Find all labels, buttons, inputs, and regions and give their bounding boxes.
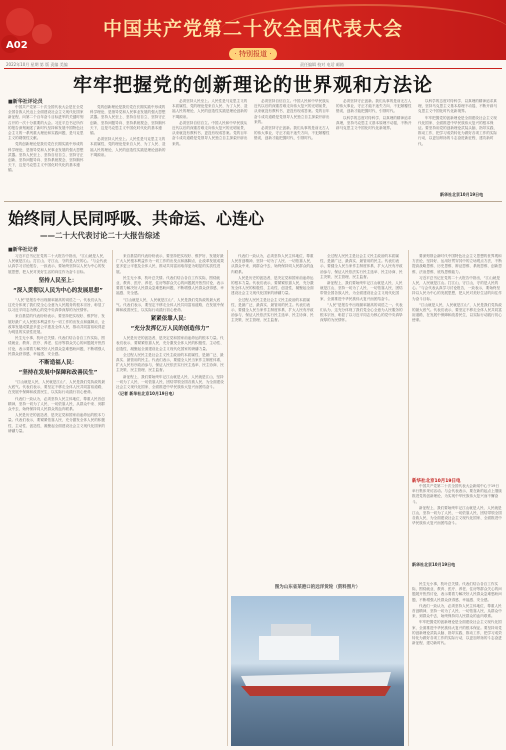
sidebar-brief xyxy=(412,478,502,578)
brief-signoff: 新华社北京10月19日电 xyxy=(412,562,456,567)
brief-tag: 新华社北京10月19日电 xyxy=(412,479,461,484)
column-divider xyxy=(112,250,113,746)
banner-title: 中国共产党第二十次全国代表大会 xyxy=(102,18,403,40)
column-divider xyxy=(227,250,228,746)
byline-article-1: ■新华社评论员 xyxy=(8,99,43,105)
article-2-column-1: 习近平总书记在党的二十大报告中指出，“江山就是人民，人民就是江山。打江山、守江山，守的是人民的心。”与会代表认真学习讨论报告，一致表示，要始终坚持以人民为中心的发展思想，把人民对美好生活的向往作为奋斗目标。 坚持人民至上： “深入贯彻以人民为中心的发展思想” “人民”是报告中出现频率最高的词语之一。代表们认为，这充分体现了我们党全心全意为人民服务的根本宗旨，彰显了以习近平同志为核心的党中央真挚深厚的为民情怀。 来自基层的代表纷纷表示，要坚持把实现好、维护好、发展好最广大人民根本利益作为一切工作的出发点和落脚点，让改革发展成果更多更公平惠及全体人民，推动共同富裕取得更为明显的实质性进展。 民生无小事，枝叶总关情。代表们结合各自工作实际，围绕就业、教育、医疗、养老、住房等群众关心的问题展开热烈讨论，表示要着力解决好人民群众急难愁盼问题，不断增强人民群众获得感、幸福感、安全感。 不断造福人民： “坚持在发展中保障和改善民生” “江山就是人民，人民就是江山”，人民是我们党执政的最大底气。代表们表示，要坚定不移走全体人民共同富裕道路，在发展中保障和改善民生，以实际行动践行初心使命。 代表们一致认为，必须坚持人民主体地位，尊重人民首创精神，坚持一切为了人民、一切依靠人民，从群众中来、到群众中去，始终保持同人民群众的血肉联系。 人民是历史的创造者，是决定党和国家前途命运的根本力量。代表们表示，要紧紧依靠人民，充分激发全体人民的积极性、主动性、创造性，凝聚起全面建设社会主义现代化国家的磅礴力量。 xyxy=(8,254,107,433)
brief-text: 中国共产党第二十次全国代表大会新闻中心于19日举行集体采访活动。与会代表表示，要在新的起点上继续推进党的创新理论，为实现中华民族伟大复兴而不懈奋斗。 新征程上，我们要始终牢记江山就是人民、人民就是江山，坚持一切为了人民、一切依靠人民，团结带领全国各族人民，为全面建设社会主义现代化国家、全面推进中华民族伟大复兴而团结奋斗。 xyxy=(412,484,502,526)
photo-caption: 图为山东省某港口的远洋货轮（资料照片） xyxy=(274,585,361,590)
top-rule xyxy=(4,68,502,69)
article-2-column-2: 来自基层的代表纷纷表示，要坚持把实现好、维护好、发展好最广大人民根本利益作为一切工作的出发点和落脚点，让改革发展成果更多更公平惠及全体人民，推动共同富裕取得更为明显的实质性进展。 民生无小事，枝叶总关情。代表们结合各自工作实际，围绕就业、教育、医疗、养老、住房等群众关心的问题展开热烈讨论，表示要着力解决好人民群众急难愁盼问题，不断增强人民群众获得感、幸福感、安全感。 “江山就是人民，人民就是江山”，人民是我们党执政的最大底气。代表们表示，要坚定不移走全体人民共同富裕道路，在发展中保障和改善民生，以实际行动践行初心使命。 紧紧依靠人民： “充分发挥亿万人民的创造伟力” 人民是历史的创造者，是决定党和国家前途命运的根本力量。代表们表示，要紧紧依靠人民，充分激发全体人民的积极性、主动性、创造性，凝聚起全面建设社会主义现代化国家的磅礴力量。 全过程人民民主是社会主义民主政治的本质属性，是最广泛、最真实、最管用的民主。代表们表示，要健全人民当家作主制度体系，扩大人民有序政治参与，保证人民依法实行民主选举、民主协商、民主决策、民主管理、民主监督。 新征程上，我们要始终牢记江山就是人民、人民就是江山，坚持一切为了人民、一切依靠人民，团结带领全国各族人民，为全面建设社会主义现代化国家、全面推进中华民族伟大复兴而团结奋斗。 （记者 新华社北京10月19日电） xyxy=(116,254,224,397)
byline-article-2: ■新华社记者 xyxy=(8,247,38,253)
article-2-column-6: 民生无小事，枝叶总关情。代表们结合各自工作实际，围绕就业、教育、医疗、养老、住房等群众关心的问题展开热烈讨论，表示要着力解决好人民群众急难愁盼问题，不断增强人民群众获得感、幸福感、安全感。 代表们一致认为，必须坚持人民主体地位，尊重人民首创精神，坚持一切为了人民、一切依靠人民，从群众中来、到群众中去，始终保持同人民群众的血肉联系。 牢牢把握党的创新理论是全面建设社会主义现代化国家、全面推进中华民族伟大复兴的根本保证。要坚持用党的创新理论武装头脑、指导实践、推动工作，把学习成效转化为做好各项工作的实际行动，以更加昂扬的斗志奋进新征程、建功新时代。 xyxy=(412,582,502,646)
headline-article-1: 牢牢把握党的创新理论的世界观和方法论 xyxy=(72,74,433,96)
article-1-signoff: 新华社北京10月19日电 xyxy=(440,192,484,197)
article-2-column-3: 代表们一致认为，必须坚持人民主体地位，尊重人民首创精神，坚持一切为了人民、一切依靠人民，从群众中来、到群众中去，始终保持同人民群众的血肉联系。 人民是历史的创造者，是决定党和国家前途命运的根本力量。代表们表示，要紧紧依靠人民，充分激发全体人民的积极性、主动性、创造性，凝聚起全面建设社会主义现代化国家的磅礴力量。 全过程人民民主是社会主义民主政治的本质属性，是最广泛、最真实、最管用的民主。代表们表示，要健全人民当家作主制度体系，扩大人民有序政治参与，保证人民依法实行民主选举、民主协商、民主决策、民主管理、民主监督。 xyxy=(231,254,314,323)
subheadline-article-2: ——二十大代表讨论二十大报告综述 xyxy=(40,231,160,240)
article-2-column-5: 要深刻领会新时代中国特色社会主义思想的世界观和方法论，坚持好、运用好贯穿其中的立场观点方法，不断提高战略思维、历史思维、辩证思维、系统思维、创新思维、法治思维、底线思维能力。 习近平总书记在党的二十大报告中指出，“江山就是人民，人民就是江山。打江山、守江山，守的是人民的心。”与会代表认真学习讨论报告，一致表示，要始终坚持以人民为中心的发展思想，把人民对美好生活的向往作为奋斗目标。 “江山就是人民，人民就是江山”，人民是我们党执政的最大底气。代表们表示，要坚定不移走全体人民共同富裕道路，在发展中保障和改善民生，以实际行动践行初心使命。 xyxy=(412,254,502,323)
article-1-column-6: 以科学的态度对待科学、以真理的精神追求真理，坚持马克思主义基本原理不动摇，不断开辟马克思主义中国化时代化新境界。 牢牢把握党的创新理论是全面建设社会主义现代化国家、全面推进中华民族伟大复兴的根本保证。要坚持用党的创新理论武装头脑、指导实践、推动工作，把学习成效转化为做好各项工作的实际行动，以更加昂扬的斗志奋进新征程、建功新时代。 xyxy=(418,99,498,146)
page-number: A02 xyxy=(6,40,28,51)
headline-article-2: 始终同人民同呼吸、共命运、心连心 xyxy=(8,209,265,228)
article-1-column-1: 中国共产党第二十次全国代表大会是在全党全国各族人民迈上全面建设社会主义现代化国家新征程、向第二个百年奋斗目标进军的关键时刻召开的一次十分重要的大会。习近平总书记所作的报告深刻阐述了新时代坚持和发展中国特色社会主义的一系列重大理论和实践问题，是马克思主义的纲领性文献。 党的创新理论是我们党在长期实践中形成的科学理论，是指导党和人民事业发展的强大思想武器。坚持人民至上、坚持自信自立、坚持守正创新、坚持问题导向、坚持系统观念、坚持胸怀天下，这是马克思主义中国化时代化的基本遵循。 xyxy=(8,105,84,173)
article-1-column-2: 党的创新理论是我们党在长期实践中形成的科学理论，是指导党和人民事业发展的强大思想武器。坚持人民至上、坚持自信自立、坚持守正创新、坚持问题导向、坚持系统观念、坚持胸怀天下，这是马克思主义中国化时代化的基本遵循。 必须坚持人民至上。人民性是马克思主义的本质属性，党的理论是来自人民、为了人民、造福人民的理论，人民的创造性实践是理论创新的不竭源泉。 xyxy=(90,105,166,157)
editor-meta: 责任编辑 校对 电话 邮箱 xyxy=(300,62,344,67)
section-banner xyxy=(0,0,506,60)
issue-meta: 2022年10月 星期 第 版 责编 美编 xyxy=(6,62,68,67)
section-divider xyxy=(4,201,502,202)
article-1-column-5: 必须坚持守正创新。我们从事的是前无古人的伟大事业，守正才能不迷失方向、不犯颠覆性错误，创新才能把握时代、引领时代。 以科学的态度对待科学、以真理的精神追求真理，坚持马克思主义基本原理不动摇，不断开辟马克思主义中国化时代化新境界。 xyxy=(336,99,412,131)
banner-subtitle: · 特别报道 · xyxy=(0,41,506,60)
article-1-column-3: 必须坚持人民至上。人民性是马克思主义的本质属性，党的理论是来自人民、为了人民、造福人民的理论，人民的创造性实践是理论创新的不竭源泉。 必须坚持自信自立。中国人民和中华民族从近代以后的深重苦难走向伟大复兴的光明前景，从来就没有教科书，更没有现成答案。党的百年奋斗成功道路是党领导人民独立自主探索开辟出来的。 xyxy=(172,99,248,146)
cargo-ship-photo xyxy=(231,596,404,746)
article-1-column-4: 必须坚持自信自立。中国人民和中华民族从近代以后的深重苦难走向伟大复兴的光明前景，从来就没有教科书，更没有现成答案。党的百年奋斗成功道路是党领导人民独立自主探索开辟出来的。 必须坚持守正创新。我们从事的是前无古人的伟大事业，守正才能不迷失方向、不犯颠覆性错误，创新才能把握时代、引领时代。 xyxy=(254,99,330,141)
ship-hull xyxy=(241,686,391,696)
article-2-column-4: 全过程人民民主是社会主义民主政治的本质属性，是最广泛、最真实、最管用的民主。代表们表示，要健全人民当家作主制度体系，扩大人民有序政治参与，保证人民依法实行民主选举、民主协商、民主决策、民主管理、民主监督。 新征程上，我们要始终牢记江山就是人民、人民就是江山，坚持一切为了人民、一切依靠人民，团结带领全国各族人民，为全面建设社会主义现代化国家、全面推进中华民族伟大复兴而团结奋斗。 “人民”是报告中出现频率最高的词语之一。代表们认为，这充分体现了我们党全心全意为人民服务的根本宗旨，彰显了以习近平同志为核心的党中央真挚深厚的为民情怀。 xyxy=(320,254,403,323)
ship-superstructure xyxy=(259,636,339,660)
column-divider xyxy=(408,250,409,746)
